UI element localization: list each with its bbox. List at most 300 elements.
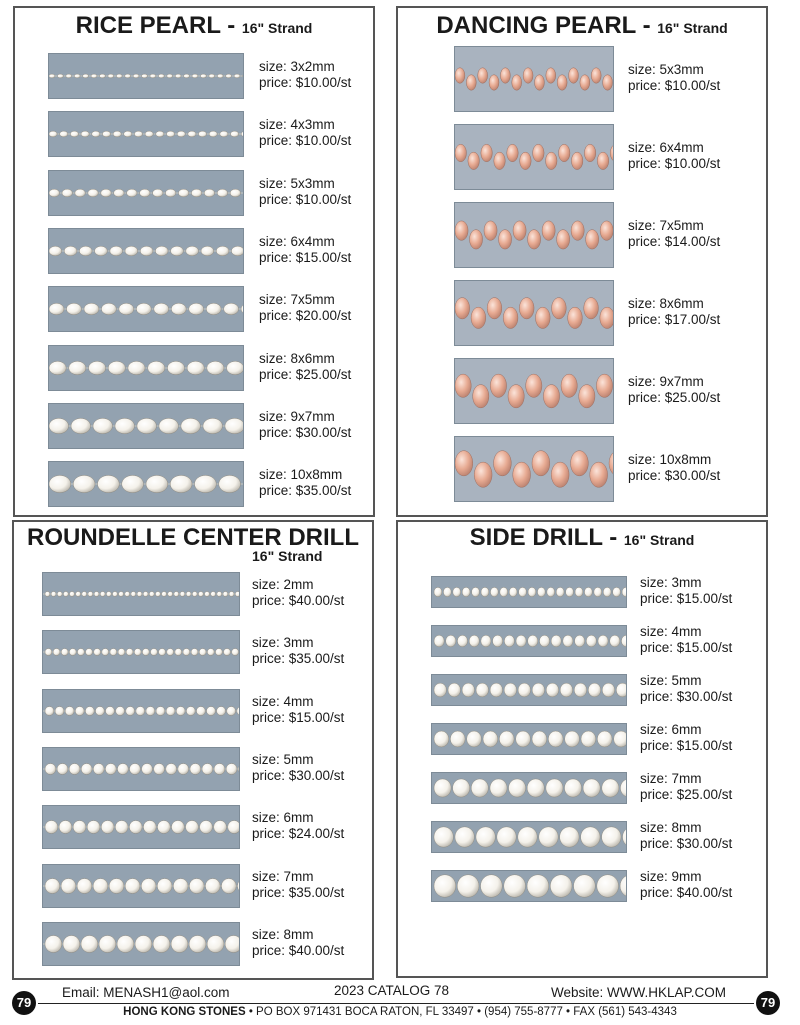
pearl — [76, 591, 81, 596]
pearl — [166, 763, 177, 774]
roundelle-item-label — [252, 752, 344, 784]
price-text: price: $30.00/st — [252, 768, 345, 783]
roundelle-strand-image — [42, 572, 240, 616]
pearl — [462, 683, 475, 697]
pearl — [504, 635, 514, 647]
size-text: size: 3mm — [640, 575, 702, 590]
pearl — [116, 74, 122, 78]
side-strand-image — [431, 576, 627, 608]
roundelle-title: ROUNDELLE CENTER DRILL — [27, 524, 359, 551]
pearl — [532, 451, 550, 476]
pearl — [224, 303, 239, 314]
pearl — [165, 189, 175, 197]
pearl — [148, 361, 165, 374]
pearl — [109, 878, 124, 893]
dancing-item-label — [628, 374, 720, 406]
roundelle-panel — [12, 520, 374, 980]
side-drill-panel — [396, 520, 768, 978]
pearl — [64, 246, 77, 256]
dancing-strand-image — [454, 436, 614, 502]
pearl — [609, 451, 613, 476]
pearl — [53, 648, 60, 655]
pearl — [455, 144, 466, 161]
pearl — [203, 418, 223, 433]
pearl — [175, 648, 182, 655]
roundelle-strand-image — [42, 805, 240, 849]
pearl — [177, 131, 185, 137]
pearl — [241, 303, 243, 314]
pearl — [95, 246, 108, 256]
pearl — [195, 475, 217, 492]
pearl — [207, 706, 216, 715]
pearl — [434, 635, 444, 647]
size-text: size: 6x4mm — [628, 140, 704, 155]
pearl — [235, 591, 239, 596]
dancing-strand-image — [454, 280, 614, 346]
pearl — [186, 246, 199, 256]
pearl — [92, 131, 100, 137]
pearl — [552, 298, 567, 319]
strand-photo — [43, 573, 239, 615]
price-text: price: $30.00/st — [640, 836, 733, 851]
roundelle-strand-image — [42, 864, 240, 908]
pearl — [166, 706, 175, 715]
pearl — [77, 648, 84, 655]
pearl — [93, 878, 108, 893]
pearl — [225, 935, 239, 952]
pearl — [82, 591, 87, 596]
pearl — [187, 361, 204, 374]
pearl — [155, 246, 168, 256]
pearl — [453, 587, 461, 596]
pearl — [551, 635, 561, 647]
pearl — [600, 307, 613, 328]
pearl — [223, 591, 228, 596]
pearl — [49, 189, 59, 197]
pearl — [472, 587, 480, 596]
pearl — [81, 763, 92, 774]
pearl — [207, 935, 224, 952]
pearl — [581, 827, 600, 847]
pearl — [45, 706, 54, 715]
strand-photo — [49, 404, 243, 448]
pearl — [561, 374, 577, 397]
roundelle-strand-image — [42, 922, 240, 966]
pearl — [446, 635, 456, 647]
pearl — [75, 189, 85, 197]
pearl — [610, 635, 620, 647]
strand-photo — [432, 626, 626, 656]
pearl — [85, 706, 94, 715]
rice-item-label — [259, 467, 351, 499]
pearl — [216, 246, 229, 256]
pearl — [198, 131, 206, 137]
pearl — [569, 68, 579, 84]
price-text: price: $30.00/st — [628, 468, 721, 483]
pearl — [101, 189, 111, 197]
pearl — [110, 246, 123, 256]
pearl — [156, 131, 164, 137]
pearl — [597, 875, 619, 898]
pearl — [621, 635, 626, 647]
pearl — [171, 935, 188, 952]
pearl — [154, 763, 165, 774]
pearl — [59, 820, 72, 833]
pearl — [434, 827, 453, 847]
pearl — [125, 591, 130, 596]
rice-strand-image — [48, 403, 244, 449]
pearl — [575, 635, 585, 647]
price-text: price: $15.00/st — [252, 710, 345, 725]
pearl — [500, 587, 508, 596]
pearl — [548, 731, 563, 747]
strand-photo — [432, 871, 626, 901]
pearl — [205, 591, 210, 596]
pearl — [574, 875, 596, 898]
pearl — [487, 298, 502, 319]
pearl — [508, 385, 524, 408]
rice-strand-image — [48, 170, 244, 216]
pearl — [98, 475, 120, 492]
pearl — [229, 591, 234, 596]
pearl — [81, 935, 98, 952]
pearl — [154, 303, 169, 314]
pearl — [220, 131, 228, 137]
pearl — [70, 131, 78, 137]
size-text: size: 6mm — [252, 810, 314, 825]
pearl — [124, 131, 132, 137]
pearl — [93, 763, 104, 774]
pearl — [490, 683, 503, 697]
strand-photo — [432, 675, 626, 705]
pearl — [191, 648, 198, 655]
pearl — [476, 683, 489, 697]
pearl — [539, 827, 558, 847]
pearl — [499, 731, 514, 747]
pearl — [564, 779, 581, 797]
strand-photo — [432, 773, 626, 803]
pearl — [467, 731, 482, 747]
pearl — [503, 307, 518, 328]
pearl — [199, 648, 206, 655]
pearl — [57, 74, 63, 78]
pearl — [61, 648, 68, 655]
pearl — [613, 587, 621, 596]
pearl — [125, 74, 131, 78]
pearl — [122, 475, 144, 492]
pearl — [519, 587, 527, 596]
pearl — [504, 875, 526, 898]
pearl — [547, 587, 555, 596]
pearl — [49, 246, 62, 256]
pearl — [455, 451, 473, 476]
rice-item-label — [259, 234, 351, 266]
pearl — [575, 587, 583, 596]
pearl — [434, 875, 456, 898]
pearl — [118, 648, 125, 655]
pearl — [157, 878, 172, 893]
pearl — [539, 635, 549, 647]
pearl — [434, 587, 442, 596]
pearl — [219, 475, 241, 492]
pearl — [500, 68, 510, 84]
pearl — [543, 385, 559, 408]
strand-photo — [43, 865, 239, 907]
pearl — [201, 246, 214, 256]
pearl — [571, 451, 589, 476]
pearl — [556, 587, 564, 596]
pearl — [146, 475, 168, 492]
pearl — [49, 475, 71, 492]
strand-photo — [455, 47, 613, 111]
pearl — [180, 591, 185, 596]
pearl — [518, 827, 537, 847]
pearl — [105, 763, 116, 774]
roundelle-item-label — [252, 927, 344, 959]
pearl — [527, 779, 544, 797]
size-text: size: 10x8mm — [628, 452, 712, 467]
side-drill-title: SIDE DRILL - 16" Strand — [469, 524, 695, 551]
pearl — [596, 374, 612, 397]
pearl — [151, 648, 158, 655]
dancing-strand-image — [454, 46, 614, 112]
pearl — [489, 75, 499, 91]
pearl — [189, 303, 204, 314]
pearl — [168, 591, 173, 596]
price-text: price: $10.00/st — [259, 75, 352, 90]
pearl — [156, 706, 165, 715]
pearl — [45, 878, 60, 893]
pearl — [237, 878, 239, 893]
pearl — [88, 189, 98, 197]
footer-email: Email: MENASH1@aol.com — [62, 985, 230, 1000]
roundelle-strand-image — [42, 630, 240, 674]
pearl — [542, 221, 555, 240]
pearl — [131, 591, 136, 596]
strand-photo — [49, 462, 243, 506]
rice-pearl-title: RICE PEARL - 16" Strand — [75, 12, 313, 39]
pearl — [171, 303, 186, 314]
dancing-strand-image — [454, 202, 614, 268]
price-text: price: $10.00/st — [259, 192, 352, 207]
pearl — [51, 591, 56, 596]
pearl — [95, 706, 104, 715]
rice-pearl-panel — [13, 6, 375, 517]
pearl — [528, 230, 541, 249]
pearl — [159, 648, 166, 655]
pearl — [167, 648, 174, 655]
pearl — [571, 152, 582, 169]
pearl — [200, 820, 213, 833]
pearl — [590, 462, 608, 487]
pearl — [94, 648, 101, 655]
pearl — [481, 144, 492, 161]
pearl — [207, 361, 224, 374]
pearl — [176, 706, 185, 715]
pearl — [140, 246, 153, 256]
pearl — [126, 706, 135, 715]
price-text: price: $10.00/st — [259, 133, 352, 148]
pearl — [228, 820, 239, 833]
roundelle-item-label — [252, 635, 344, 667]
pearl — [513, 221, 526, 240]
rice-strand-image — [48, 345, 244, 391]
dancing-strand-image — [454, 124, 614, 190]
pearl — [166, 131, 174, 137]
roundelle-strand-image — [42, 689, 240, 733]
pearl — [230, 131, 238, 137]
pearl — [532, 683, 545, 697]
pearl — [143, 591, 148, 596]
size-text: size: 5x3mm — [628, 62, 704, 77]
size-text: size: 8mm — [252, 927, 314, 942]
pearl — [211, 591, 216, 596]
pearl — [184, 74, 190, 78]
pearl — [455, 374, 471, 397]
pearl — [77, 878, 92, 893]
price-text: price: $30.00/st — [640, 689, 733, 704]
side-item-label — [640, 624, 732, 656]
pearl — [108, 74, 114, 78]
pearl — [178, 763, 189, 774]
pearl — [178, 189, 188, 197]
rice-item-label — [259, 292, 351, 324]
pearl — [537, 587, 545, 596]
pearl — [227, 706, 236, 715]
pearl — [45, 591, 50, 596]
pearl — [469, 635, 479, 647]
pearl — [86, 648, 93, 655]
pearl — [610, 144, 613, 161]
pearl — [45, 648, 52, 655]
pearl — [214, 820, 227, 833]
size-text: size: 8mm — [640, 820, 702, 835]
pearl — [583, 779, 600, 797]
pearl — [119, 303, 134, 314]
pearl — [135, 935, 152, 952]
pearl — [493, 635, 503, 647]
size-text: size: 2mm — [252, 577, 314, 592]
strand-photo — [43, 806, 239, 848]
pearl — [481, 587, 489, 596]
pearl — [209, 74, 215, 78]
pearl — [600, 221, 613, 240]
pearl — [125, 878, 140, 893]
pearl — [99, 74, 105, 78]
pearl — [88, 591, 93, 596]
price-text: price: $40.00/st — [640, 885, 733, 900]
pearl — [494, 152, 505, 169]
pearl — [115, 820, 128, 833]
pearl — [584, 587, 592, 596]
pearl — [546, 683, 559, 697]
pearl — [226, 763, 237, 774]
pearl — [450, 731, 465, 747]
side-strand-image — [431, 723, 627, 755]
price-text: price: $15.00/st — [640, 640, 733, 655]
pearl — [214, 763, 225, 774]
pearl — [142, 763, 153, 774]
side-strand-image — [431, 870, 627, 902]
pearl — [189, 935, 206, 952]
pearl — [620, 779, 626, 797]
dancing-pearl-panel — [396, 6, 768, 517]
pearl — [434, 683, 447, 697]
strand-photo — [49, 287, 243, 331]
pearl — [546, 779, 563, 797]
pearl — [170, 475, 192, 492]
pearl — [580, 75, 590, 91]
pearl — [108, 361, 125, 374]
strand-photo — [455, 359, 613, 423]
pearl — [584, 298, 599, 319]
strand-photo — [432, 822, 626, 852]
size-text: size: 4mm — [252, 694, 314, 709]
price-text: price: $14.00/st — [628, 234, 721, 249]
pearl — [481, 635, 491, 647]
pearl — [134, 648, 141, 655]
pearl — [153, 935, 170, 952]
pearl — [192, 74, 198, 78]
pearl — [45, 763, 56, 774]
pearl — [217, 591, 222, 596]
pearl — [101, 820, 114, 833]
pearl — [116, 706, 125, 715]
pearl — [167, 361, 184, 374]
pearl — [130, 763, 141, 774]
size-text: size: 7x5mm — [259, 292, 335, 307]
pearl — [443, 587, 451, 596]
pearl — [134, 131, 142, 137]
price-text: price: $30.00/st — [259, 425, 352, 440]
rice-strand-image — [48, 53, 244, 99]
pearl — [171, 820, 184, 833]
pearl — [468, 152, 479, 169]
pearl — [231, 246, 243, 256]
pearl — [481, 875, 503, 898]
pearl — [462, 587, 470, 596]
pearl — [207, 648, 214, 655]
pearl — [206, 303, 221, 314]
pearl — [71, 418, 91, 433]
side-item-label — [640, 771, 732, 803]
pearl — [69, 763, 80, 774]
pearl — [200, 74, 206, 78]
pearl — [471, 779, 488, 797]
pearl — [75, 706, 84, 715]
pearl — [128, 361, 145, 374]
pearl — [81, 131, 89, 137]
side-item-label — [640, 575, 732, 607]
pearl — [434, 731, 449, 747]
pearl — [196, 706, 205, 715]
pearl — [478, 68, 488, 84]
pearl — [518, 683, 531, 697]
pearl — [476, 827, 495, 847]
pearl — [507, 144, 518, 161]
pearl — [205, 878, 220, 893]
pearl — [87, 820, 100, 833]
pearl — [69, 648, 76, 655]
size-text: size: 7mm — [252, 869, 314, 884]
pearl — [63, 591, 68, 596]
rice-item-label — [259, 351, 351, 383]
pearl — [49, 303, 64, 314]
pearl — [551, 462, 569, 487]
pearl — [597, 731, 612, 747]
pearl — [61, 878, 76, 893]
pearl — [225, 418, 243, 433]
